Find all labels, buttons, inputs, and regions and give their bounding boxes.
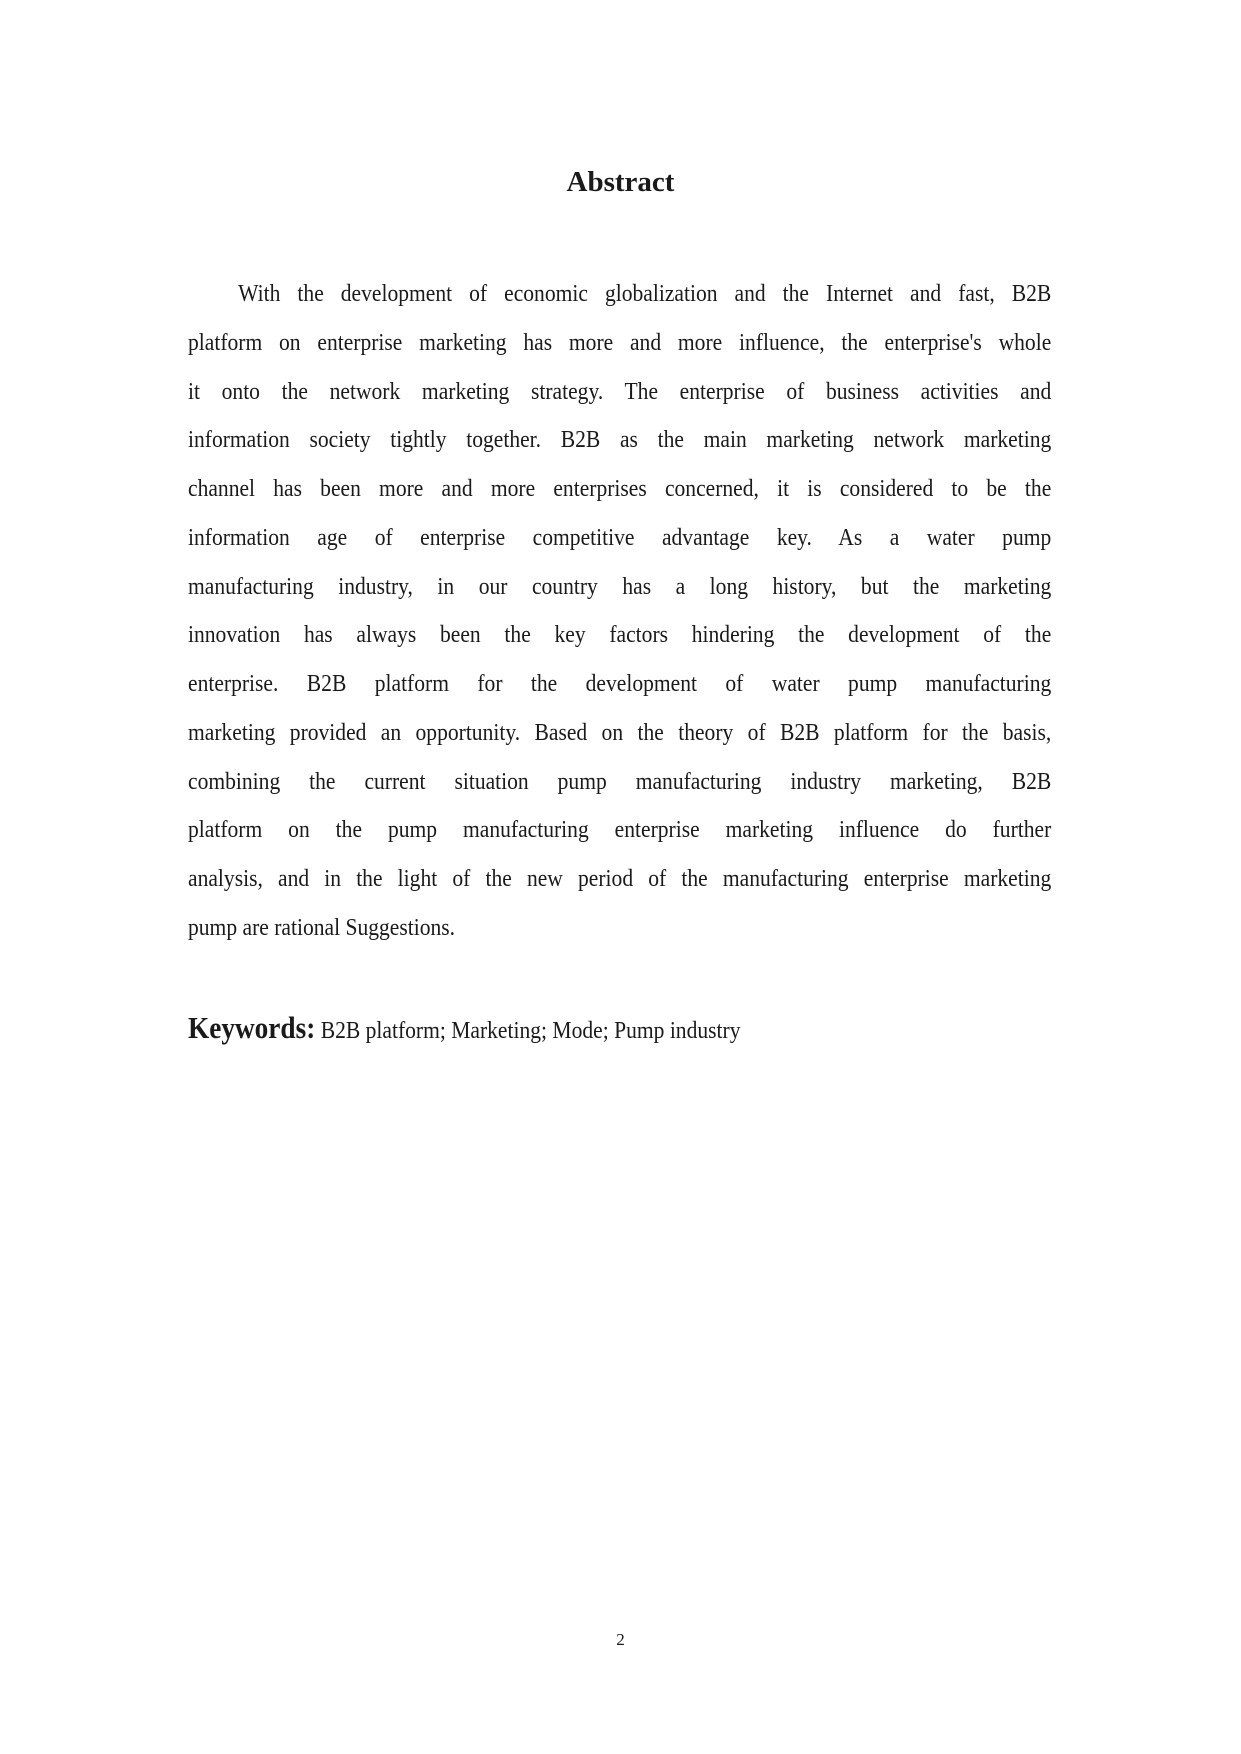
abstract-body bbox=[188, 270, 1051, 953]
abstract-line: manufacturing industry, in our country has a long history, but the marketing bbox=[188, 572, 1052, 600]
keywords bbox=[188, 1008, 1051, 1051]
abstract-line: innovation has always been the key factors hindering the development of the bbox=[188, 621, 1052, 649]
abstract-line: marketing provided an opportunity. Based on the theory of B2B platform for the basis, bbox=[188, 718, 1052, 746]
page-title: Abstract bbox=[566, 166, 675, 198]
abstract-line: information age of enterprise competitive advantage key. As a water pump bbox=[188, 523, 1052, 551]
keywords-value: B2B platform; Marketing; Mode; Pump industry bbox=[320, 1017, 741, 1044]
abstract-line: platform on the pump manufacturing enterprise marketing influence do further bbox=[188, 816, 1052, 844]
abstract-line: analysis, and in the light of the new period of the manufacturing enterprise marketing bbox=[188, 865, 1052, 892]
abstract-line: With the development of economic globalization and the Internet and fast, B2B bbox=[238, 280, 1052, 307]
abstract-line: information society tightly together. B2B as the main marketing network marketing bbox=[188, 426, 1052, 454]
abstract-line: platform on enterprise marketing has more and more influence, the enterprise's whole bbox=[188, 328, 1052, 356]
page-number: 2 bbox=[616, 1630, 625, 1649]
abstract-line: channel has been more and more enterprises concerned, it is considered to be the bbox=[188, 475, 1052, 502]
abstract-line: combining the current situation pump manufacturing industry marketing, B2B bbox=[188, 767, 1052, 795]
abstract-line: it onto the network marketing strategy. The enterprise of business activities and bbox=[188, 377, 1052, 405]
abstract-line: pump are rational Suggestions. bbox=[188, 913, 456, 941]
abstract-line: enterprise. B2B platform for the development of water pump manufacturing bbox=[188, 670, 1052, 697]
keywords-label: Keywords: bbox=[188, 1010, 316, 1045]
